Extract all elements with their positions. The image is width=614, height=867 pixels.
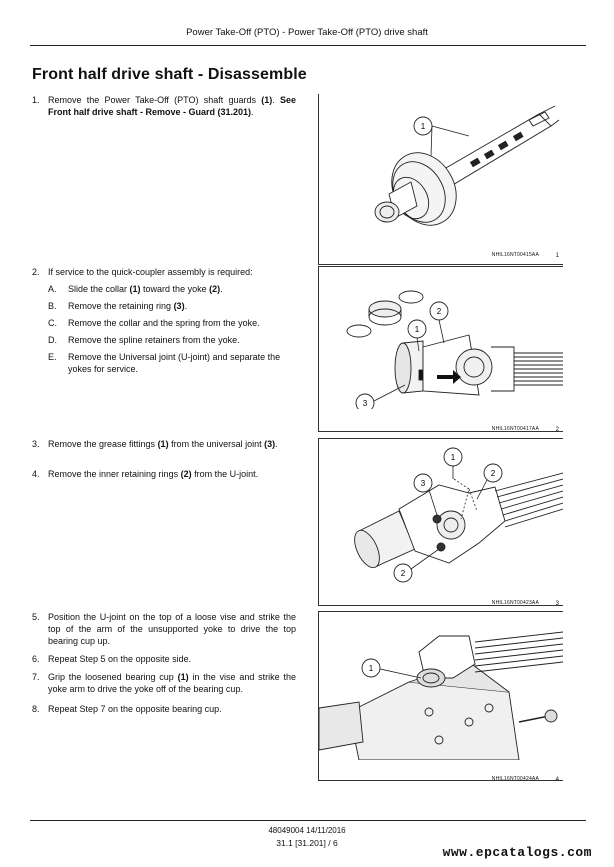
substep-text: .: [184, 301, 188, 311]
step-text: from the U-joint.: [191, 469, 259, 479]
figure-number: 3: [555, 601, 559, 607]
figure-2: [318, 266, 563, 432]
step-text: .: [272, 95, 280, 105]
callout-ref: (2): [209, 284, 221, 294]
callout-ref: (2): [180, 469, 192, 479]
callout-ref: (1): [177, 672, 189, 682]
figure-3: [318, 438, 563, 606]
step-text: If service to the quick-coupler assembly is required:: [48, 267, 253, 277]
figure-code: NHIL16NT00424AA: [491, 776, 539, 782]
header-rule: [30, 45, 586, 46]
document-reference: 48049004 14/11/2016: [268, 826, 346, 835]
substep-text: Remove the Universal joint (U-joint) and separate the yokes for service.: [68, 352, 281, 374]
step-6: [32, 653, 296, 665]
figure-number: 2: [555, 427, 559, 433]
step-4: [32, 468, 296, 480]
step-text: Repeat Step 5 on the opposite side.: [48, 654, 192, 664]
callout-label: 1: [450, 453, 456, 462]
leader-line: [380, 669, 421, 678]
cross-reference-link[interactable]: See Front half drive shaft - Remove - Guard (31.201): [48, 95, 296, 117]
callout-label: 2: [400, 569, 406, 578]
step-text: Remove the grease fittings: [48, 439, 158, 449]
figure-4: [318, 611, 563, 781]
callout-label: 2: [490, 469, 496, 478]
step-number: 5.: [32, 612, 40, 622]
step-5: [32, 611, 296, 647]
substep-letter: C.: [48, 318, 57, 328]
callout-label: 3: [420, 479, 426, 488]
callout-ref: (1): [157, 439, 169, 449]
step-number: 2.: [32, 267, 40, 277]
figure-number: 4: [555, 777, 559, 783]
step-3: [32, 438, 296, 450]
substep-text: Remove the collar and the spring from the yoke.: [68, 318, 260, 328]
callout-label: 1: [420, 122, 426, 131]
callout-label: 1: [414, 325, 420, 334]
step-text: Grip the loosened bearing cup: [48, 672, 178, 682]
step-text: Remove the inner retaining rings: [48, 469, 181, 479]
step-8: [32, 703, 296, 715]
callout-ref: (1): [261, 95, 273, 105]
step-7: [32, 671, 296, 695]
figure-code: NHIL16NT00423AA: [491, 600, 539, 606]
substep-letter: E.: [48, 352, 57, 362]
callout-ref: (3): [264, 439, 276, 449]
running-header: Power Take-Off (PTO) - Power Take-Off (PTO) drive shaft: [186, 27, 428, 38]
step-text: .: [251, 107, 254, 117]
step-text: from the universal joint: [168, 439, 265, 449]
callout-ref: (3): [173, 301, 185, 311]
figure-4-illustration: [319, 612, 563, 760]
section-title: Front half drive shaft - Disassemble: [32, 66, 307, 83]
substep-letter: B.: [48, 301, 57, 311]
substep-d: [48, 334, 298, 346]
substep-letter: D.: [48, 335, 57, 345]
substep-a: [48, 283, 298, 295]
substep-b: [48, 300, 298, 312]
figure-code: NHIL16NT00415AA: [491, 252, 539, 258]
figure-2-illustration: [319, 267, 563, 409]
step-number: 4.: [32, 469, 40, 479]
substep-text: Slide the collar: [68, 284, 130, 294]
substep-text: toward the yoke: [140, 284, 210, 294]
step-text: Position the U-joint on the top of a loose vise and strike the top of the arm of the unsupported yoke to drive the top bearing cup up.: [48, 612, 296, 646]
substep-e: [48, 351, 298, 375]
figure-1-illustration: [319, 94, 563, 244]
substep-c: [48, 317, 298, 329]
figure-3-illustration: [319, 439, 563, 585]
callout-label: 1: [368, 664, 374, 673]
step-2: [32, 266, 296, 278]
step-1: [32, 94, 296, 118]
figure-code: NHIL16NT00417AA: [491, 426, 539, 432]
substep-letter: A.: [48, 284, 57, 294]
figure-number: 1: [555, 253, 559, 259]
callout-label: 3: [362, 399, 368, 408]
step-number: 7.: [32, 672, 40, 682]
page-number: 31.1 [31.201] / 6: [276, 838, 338, 848]
callout-label: 2: [436, 307, 442, 316]
step-number: 8.: [32, 704, 40, 714]
step-text: .: [275, 439, 278, 449]
substep-text: Remove the retaining ring: [68, 301, 174, 311]
footer-rule: [30, 820, 586, 821]
step-text: in the vise and strike the yoke arm to drive the yoke off of the bearing cup.: [48, 672, 296, 694]
step-number: 1.: [32, 95, 40, 105]
step-number: 6.: [32, 654, 40, 664]
callout-ref: (1): [129, 284, 141, 294]
step-number: 3.: [32, 439, 40, 449]
step-text: Remove the Power Take-Off (PTO) shaft guards: [48, 95, 262, 105]
step-text: Repeat Step 7 on the opposite bearing cup.: [48, 704, 222, 714]
leader-line: [431, 126, 469, 156]
watermark: www.epcatalogs.com: [442, 845, 592, 860]
figure-1: [318, 94, 563, 265]
substep-text: Remove the spline retainers from the yoke.: [68, 335, 240, 345]
substep-text: .: [220, 284, 223, 294]
